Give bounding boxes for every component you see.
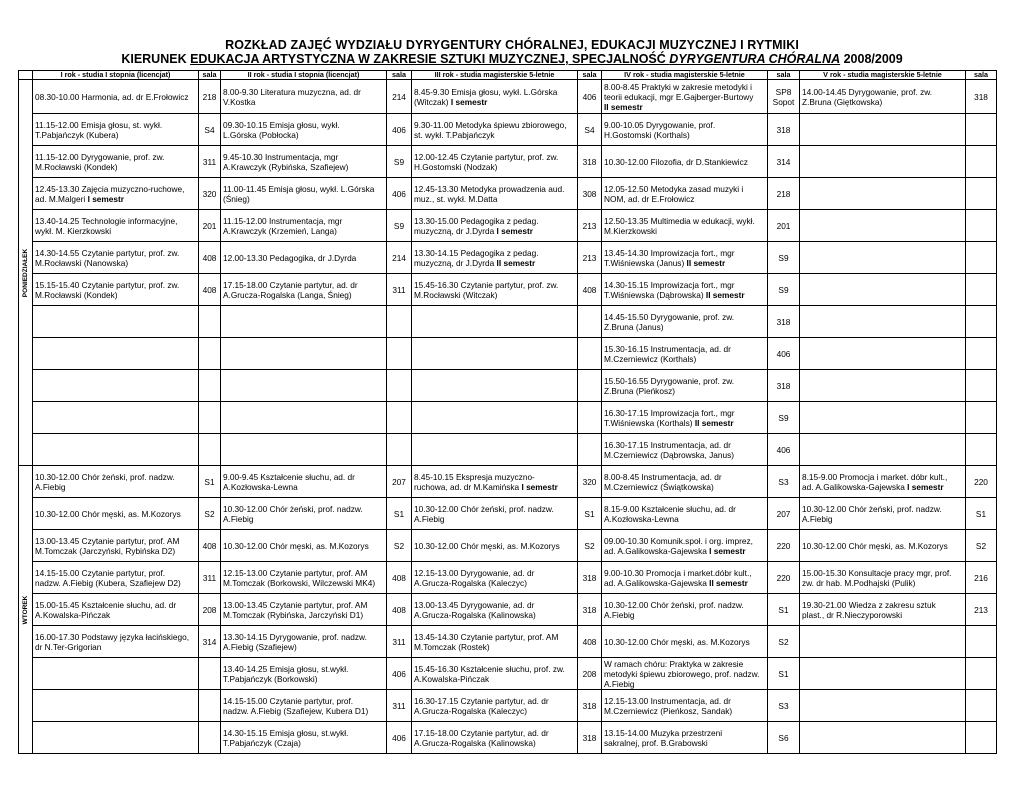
room-cell [387, 370, 412, 402]
room-cell: 408 [578, 626, 602, 658]
room-cell: S1 [966, 498, 997, 530]
room-cell [387, 402, 412, 434]
semester-label: I semestr [87, 193, 125, 204]
room-cell [578, 306, 602, 338]
table-row [19, 466, 997, 498]
class-cell: 13.45-14.30 Czytanie partytur, prof. AM M.Tomczak (Rostek) [412, 626, 578, 658]
room-cell [199, 722, 221, 754]
room-cell: 214 [387, 242, 412, 274]
room-cell: 318 [578, 722, 602, 754]
room-cell: 201 [199, 210, 221, 242]
room-cell: S1 [768, 658, 800, 690]
room-cell [199, 370, 221, 402]
class-cell: 11.00-11.45 Emisja głosu, wykł. L.Górska (Śnieg) [221, 178, 387, 210]
class-cell: 10.30-12.00 Filozofia, dr D.Stankiewicz [602, 146, 768, 178]
room-cell: S9 [387, 146, 412, 178]
class-cell: 11.15-12.00 Instrumentacja, mgr A.Krawczyk (Krzemień, Langa) [221, 210, 387, 242]
room-cell [966, 402, 997, 434]
class-cell: 10.30-12.00 Chór męski, as. M.Kozorys [33, 498, 199, 530]
class-cell: 15.50-16.55 Dyrygowanie, prof. zw. Z.Bruna (Pieńkosz) [602, 370, 768, 402]
class-cell: 8.00-8.45 Praktyki w zakresie metodyki i teorii edukacji, mgr E.Gajberger-Burtowy II semestr [602, 80, 768, 114]
day-label-cell [19, 80, 33, 466]
class-cell: 14.30-15.15 Emisja głosu, st.wykł. T.Pabjańczyk (Czaja) [221, 722, 387, 754]
class-cell: 10.30-12.00 Chór męski, as. M.Kozorys [221, 530, 387, 562]
col-header-rok5: V rok - studia magisterskie 5-letnie [800, 71, 966, 80]
day-label-cell [19, 466, 33, 754]
semester-label: I semestr [521, 481, 558, 492]
room-cell [578, 338, 602, 370]
class-cell [800, 626, 966, 658]
class-cell: 12.15-13.00 Instrumentacja, ad. dr M.Czerniewicz (Pieńkosz, Sandak) [602, 690, 768, 722]
room-cell: 208 [199, 594, 221, 626]
room-cell: 220 [966, 466, 997, 498]
room-cell: 318 [578, 562, 602, 594]
class-cell: 12.05-12.50 Metodyka zasad muzyki i NOM, ad. dr E.Frołowicz [602, 178, 768, 210]
room-cell: 408 [387, 562, 412, 594]
class-cell: 13.30-14.15 Pedagogika z pedag. muzyczną, dr J.Dyrda II semestr [412, 242, 578, 274]
class-cell [800, 242, 966, 274]
class-cell: 10.30-12.00 Chór żeński, prof. nadzw. A.Fiebig [602, 594, 768, 626]
room-cell [966, 146, 997, 178]
class-cell [33, 338, 199, 370]
semester-label: II semestr [496, 257, 536, 268]
room-cell: S2 [199, 498, 221, 530]
class-cell [800, 146, 966, 178]
class-cell [800, 658, 966, 690]
room-cell: 213 [966, 594, 997, 626]
room-cell: 213 [578, 210, 602, 242]
room-cell: S9 [387, 210, 412, 242]
class-cell: 13.40-14.25 Technologie informacyjne, wykł. M. Kierzkowski [33, 210, 199, 242]
col-header-sala: sala [966, 71, 997, 80]
room-cell: 220 [768, 562, 800, 594]
class-cell: 15.30-16.15 Instrumentacja, ad. dr M.Czerniewicz (Korthals) [602, 338, 768, 370]
col-header-rok4: IV rok - studia magisterskie 5-letnie [602, 71, 768, 80]
class-cell: 14.00-14.45 Dyrygowanie, prof. zw. Z.Bruna (Giętkowska) [800, 80, 966, 114]
table-row [19, 146, 997, 178]
subtitle-kierunek: EDUKACJA ARTYSTYCZNA W ZAKRESIE SZTUKI MUZYCZNEJ, SPECJALNOŚĆ [190, 52, 670, 66]
class-cell [33, 658, 199, 690]
class-cell [221, 402, 387, 434]
class-cell: 13.30-15.00 Pedagogika z pedag. muzyczną, dr J.Dyrda I semestr [412, 210, 578, 242]
class-cell: 8.15-9.00 Kształcenie słuchu, ad. dr A.Kozłowska-Lewna [602, 498, 768, 530]
semester-label: II semestr [694, 417, 734, 428]
room-cell [966, 722, 997, 754]
class-cell [412, 306, 578, 338]
semester-label: I semestr [907, 481, 944, 492]
class-cell: 10.30-12.00 Chór żeński, prof. nadzw. A.Fiebig [412, 498, 578, 530]
room-cell [578, 370, 602, 402]
col-header-sala: sala [768, 71, 800, 80]
class-cell: 11.15-12.00 Dyrygowanie, prof. zw. M.Rocławski (Kondek) [33, 146, 199, 178]
room-cell: 214 [387, 80, 412, 114]
class-cell: 14.15-15.00 Czytanie partytur, prof. nadzw. A.Fiebig (Szafiejew, Kubera D1) [221, 690, 387, 722]
room-cell [199, 402, 221, 434]
class-cell: 12.50-13.35 Multimedia w edukacji, wykł. M.Kierzkowski [602, 210, 768, 242]
table-row [19, 530, 997, 562]
table-row [19, 80, 997, 114]
room-cell: 311 [199, 146, 221, 178]
room-cell: 406 [768, 434, 800, 466]
table-row [19, 338, 997, 370]
room-cell [966, 434, 997, 466]
class-cell: 14.30-15.15 Improwizacja fort., mgr T.Wiśniewska (Dąbrowska) II semestr [602, 274, 768, 306]
class-cell: 9.00-10.30 Promocja i market.dóbr kult., ad. A.Galikowska-Gajewska II semestr [602, 562, 768, 594]
room-cell: S2 [966, 530, 997, 562]
table-row [19, 594, 997, 626]
room-cell: 201 [768, 210, 800, 242]
class-cell: 8.45-10.15 Ekspresja muzyczno- ruchowa, ad. dr M.Kamińska I semestr [412, 466, 578, 498]
room-cell: 311 [387, 690, 412, 722]
room-cell: 213 [578, 242, 602, 274]
class-cell: 9.30-11.00 Metodyka śpiewu zbiorowego, st. wykł. T.Pabjańczyk [412, 114, 578, 146]
room-cell: S1 [768, 594, 800, 626]
class-cell: 9.00-9.45 Kształcenie słuchu, ad. dr A.Kozłowska-Lewna [221, 466, 387, 498]
class-cell [33, 306, 199, 338]
class-cell: 10.30-12.00 Chór żeński, prof. nadzw. A.Fiebig [33, 466, 199, 498]
day-label: PONIEDZIAŁEK [21, 248, 29, 297]
room-cell: 216 [966, 562, 997, 594]
class-cell: 15.45-16.30 Kształcenie słuchu, prof. zw. A.Kowalska-Pińczak [412, 658, 578, 690]
room-cell: S6 [768, 722, 800, 754]
subtitle-specialization: DYRYGENTURA CHÓRALNA [669, 52, 841, 66]
table-row [19, 210, 997, 242]
class-cell: 13.30-14.15 Dyrygowanie, prof. nadzw. A.Fiebig (Szafiejew) [221, 626, 387, 658]
subtitle-prefix: KIERUNEK [121, 52, 191, 66]
class-cell: 10.30-12.00 Chór żeński, prof. nadzw. A.Fiebig [221, 498, 387, 530]
room-cell: 318 [966, 80, 997, 114]
class-cell [800, 178, 966, 210]
class-cell [221, 338, 387, 370]
room-cell: 314 [199, 626, 221, 658]
subtitle-year: 2008/2009 [840, 52, 903, 66]
room-cell: 207 [387, 466, 412, 498]
room-cell [966, 178, 997, 210]
table-row [19, 562, 997, 594]
room-cell [966, 370, 997, 402]
day-header-cell [19, 71, 33, 80]
class-cell: 12.15-13.00 Czytanie partytur, prof. AM M.Tomczak (Borkowski, Wilczewski MK4) [221, 562, 387, 594]
room-cell [966, 626, 997, 658]
room-cell [966, 242, 997, 274]
room-cell: 207 [768, 498, 800, 530]
class-cell: 09.30-10.15 Emisja głosu, wykł. L.Górska (Pobłocka) [221, 114, 387, 146]
col-header-rok1: I rok - studia I stopnia (licencjat) [33, 71, 199, 80]
table-row [19, 402, 997, 434]
class-cell: 19.30-21.00 Wiedza z zakresu sztuk plast., dr R.Nieczyporowski [800, 594, 966, 626]
table-row [19, 690, 997, 722]
class-cell [412, 338, 578, 370]
class-cell [33, 722, 199, 754]
room-cell [578, 434, 602, 466]
class-cell: 8.00-8.45 Instrumentacja, ad. dr M.Czerniewicz (Świątkowska) [602, 466, 768, 498]
class-cell: 13.00-13.45 Czytanie partytur, prof. AM M.Tomczak (Jarczyński, Rybińska D2) [33, 530, 199, 562]
class-cell: 12.00-13.30 Pedagogika, dr J.Dyrda [221, 242, 387, 274]
col-header-rok2: II rok - studia I stopnia (licencjat) [221, 71, 387, 80]
class-cell: 14.30-14.55 Czytanie partytur, prof. zw. M.Rocławski (Nanowska) [33, 242, 199, 274]
header-row [19, 71, 997, 80]
room-cell [966, 114, 997, 146]
col-header-rok3: III rok - studia magisterskie 5-letnie [412, 71, 578, 80]
room-cell: 308 [578, 178, 602, 210]
room-cell: S1 [387, 498, 412, 530]
class-cell: 11.15-12.00 Emisja głosu, st. wykł. T.Pabjańczyk (Kubera) [33, 114, 199, 146]
class-cell [800, 274, 966, 306]
room-cell: 318 [768, 306, 800, 338]
room-cell [966, 338, 997, 370]
class-cell [412, 434, 578, 466]
room-cell [199, 658, 221, 690]
room-cell: 314 [768, 146, 800, 178]
room-cell: 406 [387, 658, 412, 690]
semester-label: I semestr [709, 545, 746, 556]
class-cell [33, 690, 199, 722]
room-cell: S3 [768, 690, 800, 722]
class-cell [412, 402, 578, 434]
room-cell: 408 [199, 242, 221, 274]
room-cell [966, 658, 997, 690]
room-cell: 408 [199, 274, 221, 306]
room-cell: 311 [387, 626, 412, 658]
room-cell: 406 [578, 80, 602, 114]
room-cell [966, 690, 997, 722]
table-row [19, 498, 997, 530]
room-cell: 318 [578, 594, 602, 626]
room-cell: S3 [768, 466, 800, 498]
semester-label: II semestr [686, 257, 726, 268]
class-cell [800, 434, 966, 466]
class-cell: 16.00-17.30 Podstawy języka łacińskiego, dr N.Ter-Grigorian [33, 626, 199, 658]
class-cell [800, 370, 966, 402]
day-label: WTOREK [21, 595, 29, 624]
room-cell: 320 [578, 466, 602, 498]
room-cell: 406 [387, 722, 412, 754]
room-cell: 220 [768, 530, 800, 562]
room-cell: S4 [578, 114, 602, 146]
room-cell: 318 [768, 114, 800, 146]
room-cell [387, 434, 412, 466]
table-row [19, 370, 997, 402]
class-cell: 8.45-9.30 Emisja głosu, wykł. L.Górska (Witczak) I semestr [412, 80, 578, 114]
class-cell [33, 370, 199, 402]
class-cell: 17.15-18.00 Czytanie partytur, ad. dr A.Grucza-Rogalska (Langa, Śnieg) [221, 274, 387, 306]
class-cell [800, 210, 966, 242]
class-cell [33, 402, 199, 434]
class-cell: 08.30-10.00 Harmonia, ad. dr E.Frołowicz [33, 80, 199, 114]
col-header-sala: sala [578, 71, 602, 80]
class-cell: 15.00-15.45 Kształcenie słuchu, ad. dr A.Kowalska-Pińczak [33, 594, 199, 626]
table-row [19, 274, 997, 306]
class-cell [221, 434, 387, 466]
col-header-sala: sala [199, 71, 221, 80]
class-cell: 14.15-15.00 Czytanie partytur, prof. nadzw. A.Fiebig (Kubera, Szafiejew D2) [33, 562, 199, 594]
room-cell [966, 210, 997, 242]
class-cell: 9.00-10.05 Dyrygowanie, prof. H.Gostomski (Korthals) [602, 114, 768, 146]
class-cell [800, 690, 966, 722]
room-cell: 406 [768, 338, 800, 370]
class-cell: 12.45-13.30 Zajęcia muzyczno-ruchowe, ad. M.Malgeri I semestr [33, 178, 199, 210]
schedule-body [19, 80, 997, 754]
table-row [19, 178, 997, 210]
room-cell: S9 [768, 402, 800, 434]
class-cell [800, 114, 966, 146]
room-cell: S1 [199, 466, 221, 498]
room-cell: SP8 Sopot [768, 80, 800, 114]
room-cell: 311 [199, 562, 221, 594]
room-cell [387, 338, 412, 370]
room-cell: 208 [578, 658, 602, 690]
room-cell: S2 [578, 530, 602, 562]
room-cell [199, 338, 221, 370]
room-cell [966, 306, 997, 338]
room-cell: S2 [768, 626, 800, 658]
room-cell: 218 [199, 80, 221, 114]
schedule-table [18, 70, 997, 754]
room-cell: 318 [578, 690, 602, 722]
room-cell: S9 [768, 242, 800, 274]
class-cell: 12.45-13.30 Metodyka prowadzenia aud. muz., st. wykł. M.Datta [412, 178, 578, 210]
class-cell: 13.15-14.00 Muzyka przestrzeni sakralnej, prof. B.Grabowski [602, 722, 768, 754]
class-cell [800, 338, 966, 370]
room-cell: 406 [387, 114, 412, 146]
class-cell: 13.00-13.45 Dyrygowanie, ad. dr A.Grucza-Rogalska (Kalinowska) [412, 594, 578, 626]
class-cell: 10.30-12.00 Chór męski, as. M.Kozorys [412, 530, 578, 562]
class-cell [221, 306, 387, 338]
class-cell: 12.00-12.45 Czytanie partytur, prof. zw. H.Gostomski (Nodzak) [412, 146, 578, 178]
class-cell: 13.40-14.25 Emisja głosu, st.wykł. T.Pabjańczyk (Borkowski) [221, 658, 387, 690]
semester-label: I semestr [450, 96, 488, 107]
class-cell [800, 722, 966, 754]
table-row [19, 114, 997, 146]
room-cell [199, 306, 221, 338]
semester-label: II semestr [709, 577, 748, 588]
class-cell [33, 434, 199, 466]
class-cell: 8.00-9.30 Literatura muzyczna, ad. dr V.Kostka [221, 80, 387, 114]
class-cell: W ramach chóru: Praktyka w zakresie metodyki śpiewu zbiorowego, prof. nadzw. A.Fiebig [602, 658, 768, 690]
class-cell: 9.45-10.30 Instrumentacja, mgr A.Krawczyk (Rybińska, Szafiejew) [221, 146, 387, 178]
room-cell [966, 274, 997, 306]
room-cell [387, 306, 412, 338]
room-cell: 408 [199, 530, 221, 562]
col-header-sala: sala [387, 71, 412, 80]
room-cell: S9 [768, 274, 800, 306]
class-cell [800, 306, 966, 338]
class-cell [221, 370, 387, 402]
room-cell: 406 [387, 178, 412, 210]
class-cell: 10.30-12.00 Chór męski, as. M.Kozorys [602, 626, 768, 658]
class-cell: 13.00-13.45 Czytanie partytur, prof. AM M.Tomczak (Rybińska, Jarczyński D1) [221, 594, 387, 626]
class-cell: 13.45-14.30 Improwizacja fort., mgr T.Wiśniewska (Janus) II semestr [602, 242, 768, 274]
room-cell: S1 [578, 498, 602, 530]
room-cell: 320 [199, 178, 221, 210]
semester-label: I semestr [496, 225, 533, 236]
table-row [19, 434, 997, 466]
class-cell: 10.30-12.00 Chór żeński, prof. nadzw. A.Fiebig [800, 498, 966, 530]
class-cell: 16.30-17.15 Improwizacja fort., mgr T.Wiśniewska (Korthals) II semestr [602, 402, 768, 434]
table-row [19, 626, 997, 658]
class-cell: 15.15-15.40 Czytanie partytur, prof. zw. M.Rocławski (Kondek) [33, 274, 199, 306]
room-cell [578, 402, 602, 434]
table-row [19, 242, 997, 274]
class-cell: 09.00-10.30 Komunik.społ. i org. imprez, ad. A.Galikowska-Gajewska I semestr [602, 530, 768, 562]
class-cell: 12.15-13.00 Dyrygowanie, ad. dr A.Grucza-Rogalska (Kaleczyc) [412, 562, 578, 594]
class-cell [412, 370, 578, 402]
document-subtitle [0, 52, 1024, 66]
room-cell: S4 [199, 114, 221, 146]
table-row [19, 722, 997, 754]
class-cell: 16.30-17.15 Czytanie partytur, ad. dr A.Grucza-Rogalska (Kaleczyc) [412, 690, 578, 722]
room-cell: 318 [578, 146, 602, 178]
room-cell: S2 [387, 530, 412, 562]
class-cell: 8.15-9.00 Promocja i market. dóbr kult., ad. A.Galikowska-Gajewska I semestr [800, 466, 966, 498]
semester-label: II semestr [604, 101, 643, 112]
class-cell: 10.30-12.00 Chór męski, as. M.Kozorys [800, 530, 966, 562]
room-cell [199, 434, 221, 466]
semester-label: II semestr [705, 289, 745, 300]
room-cell [199, 690, 221, 722]
class-cell: 14.45-15.50 Dyrygowanie, prof. zw. Z.Bruna (Janus) [602, 306, 768, 338]
class-cell: 15.45-16.30 Czytanie partytur, prof. zw. M.Rocławski (Witczak) [412, 274, 578, 306]
table-row [19, 306, 997, 338]
class-cell: 15.00-15.30 Konsultacje pracy mgr, prof. zw. dr hab. M.Podhajski (Pulik) [800, 562, 966, 594]
room-cell: 408 [387, 594, 412, 626]
class-cell [800, 402, 966, 434]
document-title: ROZKŁAD ZAJĘĆ WYDZIAŁU DYRYGENTURY CHÓRALNEJ, EDUKACJI MUZYCZNEJ I RYTMIKI [225, 38, 799, 52]
room-cell: 218 [768, 178, 800, 210]
table-row [19, 658, 997, 690]
class-cell: 17.15-18.00 Czytanie partytur, ad. dr A.Grucza-Rogalska (Kalinowska) [412, 722, 578, 754]
room-cell: 318 [768, 370, 800, 402]
room-cell: 311 [387, 274, 412, 306]
room-cell: 408 [578, 274, 602, 306]
class-cell: 16.30-17.15 Instrumentacja, ad. dr M.Czerniewicz (Dąbrowska, Janus) [602, 434, 768, 466]
